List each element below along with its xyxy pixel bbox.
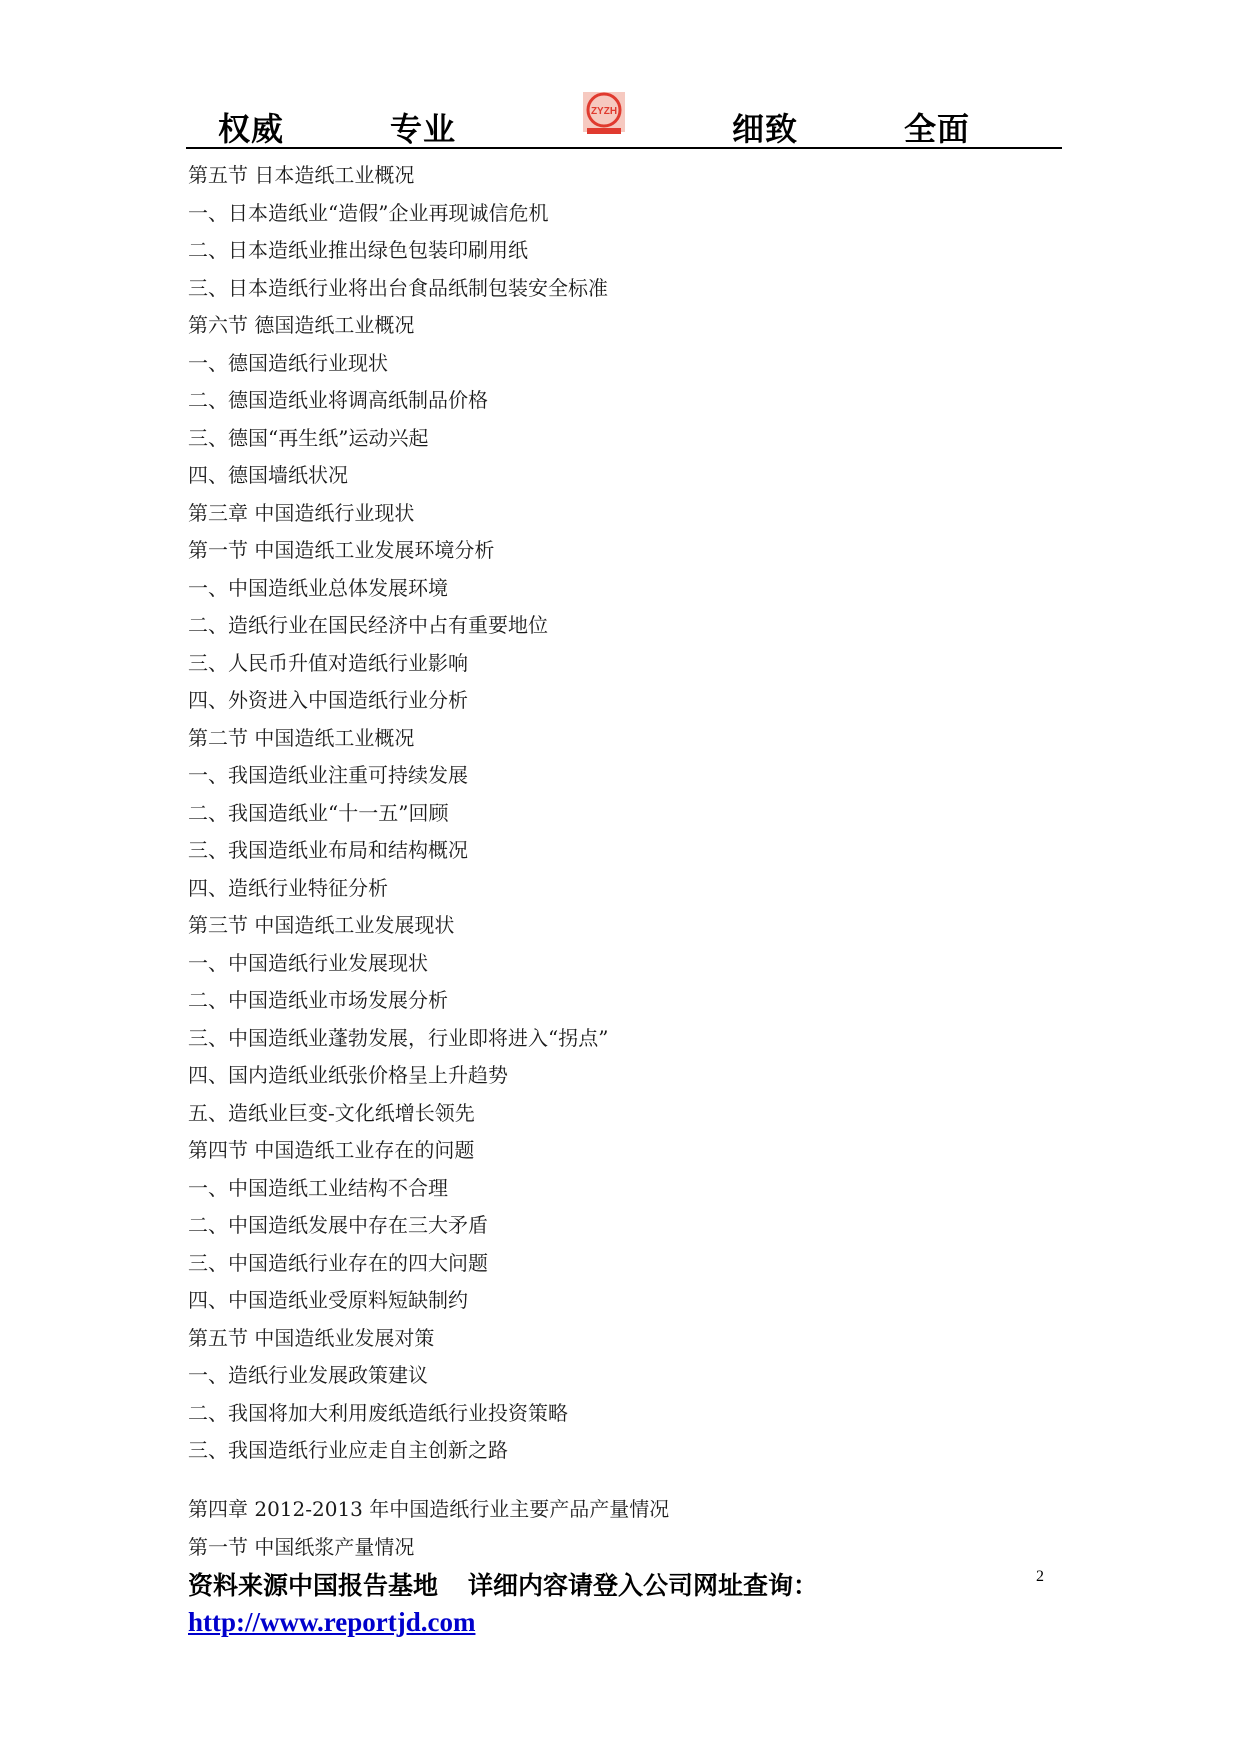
toc-entry: 一、我国造纸业注重可持续发展 [188,763,468,787]
company-logo-icon [579,90,629,138]
toc-entry: 二、中国造纸发展中存在三大矛盾 [188,1213,488,1237]
toc-entry: 二、我国造纸业“十一五”回顾 [188,800,449,825]
toc-entry: 四、国内造纸业纸张价格呈上升趋势 [188,1063,508,1087]
toc-entry: 二、德国造纸业将调高纸制品价格 [188,388,488,412]
toc-entry: 第四章 2012-2013 年中国造纸行业主要产品产量情况 [188,1497,670,1521]
toc-entry: 一、造纸行业发展政策建议 [188,1363,428,1387]
footer-source-line [188,1566,818,1602]
toc-entry: 三、日本造纸行业将出台食品纸制包装安全标准 [188,275,608,300]
toc-entry: 第三节 中国造纸工业发展现状 [188,913,455,937]
toc-entry: 第五节 中国造纸业发展对策 [188,1325,435,1350]
toc-entry: 一、中国造纸行业发展现状 [188,950,428,975]
toc-entry: 二、中国造纸业市场发展分析 [188,988,448,1012]
footer-source-text: 资料来源中国报告基地 [188,1571,439,1600]
toc-entry: 第一节 中国造纸工业发展环境分析 [188,538,495,562]
toc-entry: 五、造纸业巨变-文化纸增长领先 [188,1100,475,1125]
toc-entry: 第一节 中国纸浆产量情况 [188,1534,415,1559]
toc-entry: 四、中国造纸业受原料短缺制约 [188,1288,468,1312]
toc-entry: 四、造纸行业特征分析 [188,875,388,900]
toc-entry: 二、我国将加大利用废纸造纸行业投资策略 [188,1400,568,1425]
page-header [186,86,1062,148]
toc-entry: 三、德国“再生纸”运动兴起 [188,425,429,450]
toc-entry: 第四节 中国造纸工业存在的问题 [188,1138,475,1162]
toc-entry: 一、日本造纸业“造假”企业再现诚信危机 [188,200,549,225]
toc-entry: 一、德国造纸行业现状 [188,350,388,375]
toc-entry: 四、德国墙纸状况 [188,463,348,487]
toc-entry: 第五节 日本造纸工业概况 [188,163,415,187]
header-word-professional: 专业 [390,110,457,148]
table-of-contents [188,157,1048,1470]
toc-entry: 二、造纸行业在国民经济中占有重要地位 [188,613,548,637]
toc-entry: 三、我国造纸业布局和结构概况 [188,838,468,862]
header-word-authority: 权威 [218,110,285,148]
toc-entry: 三、我国造纸行业应走自主创新之路 [188,1438,508,1462]
toc-entry: 四、外资进入中国造纸行业分析 [188,688,468,712]
toc-entry: 第二节 中国造纸工业概况 [188,725,415,750]
toc-entry: 三、人民币升值对造纸行业影响 [188,650,468,675]
toc-entry: 第三章 中国造纸行业现状 [188,500,415,525]
toc-entry: 一、中国造纸工业结构不合理 [188,1175,448,1200]
toc-entry: 三、中国造纸业蓬勃发展，行业即将进入“拐点” [188,1025,609,1050]
header-rule [186,147,1062,149]
page-number: 2 [1036,1568,1044,1585]
header-word-comprehensive: 全面 [904,110,971,148]
header-word-meticulous: 细致 [732,110,799,148]
toc-entry: 第六节 德国造纸工业概况 [188,313,415,337]
footer-url-link[interactable]: http://www.reportjd.com [188,1607,476,1637]
logo-text: ZYZH [590,106,618,117]
toc-entry: 三、中国造纸行业存在的四大问题 [188,1250,488,1275]
footer-detail-text: 详细内容请登入公司网址查询： [468,1571,819,1600]
table-of-contents-continued [188,1491,1048,1566]
toc-entry: 二、日本造纸业推出绿色包装印刷用纸 [188,238,528,262]
toc-entry: 一、中国造纸业总体发展环境 [188,575,448,600]
